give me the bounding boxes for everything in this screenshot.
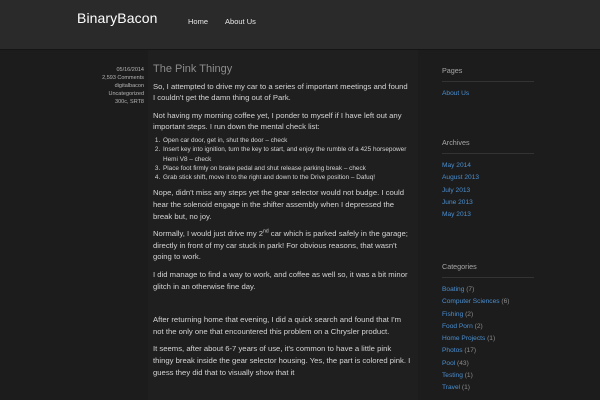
checklist-item: 4. Grab stick shift, move it to the right and down to the Drive position – Dafuq!: [162, 173, 411, 182]
post: [153, 64, 411, 384]
category-count: (2): [463, 310, 474, 318]
post-author[interactable]: digitalbacon: [114, 83, 144, 89]
category-item: [442, 358, 534, 370]
categories-widget: [442, 262, 534, 395]
category-item: [442, 345, 534, 357]
category-link[interactable]: Testing: [442, 372, 463, 380]
site-title[interactable]: BinaryBacon: [77, 10, 158, 26]
post-category[interactable]: Uncategorized: [108, 91, 144, 97]
post-paragraph: So, I attempted to drive my car to a series of important meetings and found I couldn't get the damn thing out of Park.: [153, 81, 408, 103]
category-count: (1): [462, 372, 473, 380]
category-link[interactable]: Pool: [442, 359, 456, 367]
post-paragraph: After returning home that evening, I did a quick search and found that I'm not the only one that encountered this problem on a Chrysler product.: [153, 315, 402, 336]
archive-item: [442, 209, 534, 221]
post-date: 05/16/2014: [116, 67, 144, 73]
category-item: [442, 333, 534, 345]
category-link[interactable]: Computer Sciences: [442, 298, 500, 306]
archive-link[interactable]: June 2013: [442, 198, 473, 206]
main-nav: [188, 17, 273, 26]
category-link[interactable]: Boating: [442, 286, 465, 293]
category-item: [442, 321, 534, 333]
widget-title: Archives: [442, 138, 534, 154]
category-count: (43): [455, 359, 469, 367]
category-count: (17): [462, 347, 477, 355]
category-link[interactable]: Fishing: [442, 310, 464, 318]
post-comments-link[interactable]: 2,593 Comments: [102, 75, 144, 81]
archives-widget: [442, 138, 534, 221]
checklist: [153, 136, 411, 182]
category-count: (6): [499, 298, 510, 306]
archive-item: [442, 185, 534, 197]
post-paragraph: Nope, didn't miss any steps yet the gear selector would not budge. I could hear the solenoid engage in the shifter assembly when I depressed the break but, no joy.: [153, 188, 405, 221]
nav-home[interactable]: Home: [188, 17, 209, 26]
post-paragraph: It seems, after about 6-7 years of use, it's common to have a little pink thingy break inside the gear selector housing. Yes, the part is colored pink. I guess they did that to visually show that it: [153, 344, 411, 377]
archive-link[interactable]: August 2013: [442, 174, 480, 182]
post-meta: [77, 66, 144, 106]
post-text: car which is parked safely in the garage; directly in front of my car stuck in park! For obvious reasons, that wasn't going to work.: [153, 229, 408, 262]
nav-about-us[interactable]: About Us: [225, 17, 256, 26]
archive-link[interactable]: May 2014: [442, 162, 471, 169]
category-item: [442, 309, 534, 321]
post-text: Normally, I would just drive my 2: [153, 229, 264, 239]
category-item: [442, 284, 534, 296]
archive-item: [442, 160, 534, 172]
category-count: (1): [460, 384, 470, 392]
archive-link[interactable]: May 2013: [442, 211, 471, 219]
archive-link[interactable]: July 2013: [442, 186, 471, 194]
category-link[interactable]: Food Porn: [442, 322, 473, 330]
pages-link-about-us[interactable]: About Us: [442, 90, 470, 97]
post-paragraph: I did manage to find a way to work, and coffee as well so, it was a bit minor glitch in an otherwise fine day.: [153, 270, 408, 291]
archive-item: [442, 197, 534, 209]
category-link[interactable]: Photos: [442, 347, 463, 355]
category-count: (2): [472, 322, 483, 330]
category-item: [442, 382, 534, 394]
post-paragraph: [153, 228, 411, 263]
category-link[interactable]: Travel: [442, 384, 461, 392]
category-item: [442, 296, 534, 308]
pages-item: [442, 88, 534, 100]
category-count: (1): [485, 335, 496, 343]
checklist-item: 3. Place foot firmly on brake pedal and shut release parking break – check: [162, 164, 411, 173]
post-paragraph: Not having my morning coffee yet, I ponder to myself if I have left out any important steps. I run down the mental check list:: [153, 110, 402, 132]
category-count: (7): [464, 286, 475, 293]
category-link[interactable]: Home Projects: [442, 335, 486, 343]
post-title[interactable]: The Pink Thingy: [153, 63, 233, 75]
checklist-item: 2. Insert key into ignition, turn the key to start, and enjoy the rumble of a 425 horsepower Hemi V8 – check: [162, 145, 411, 164]
checklist-item: 1. Open car door, get in, shut the door – check: [162, 136, 411, 145]
pages-widget: [442, 66, 534, 100]
widget-title: Categories: [442, 262, 534, 278]
site-header: [0, 0, 600, 50]
widget-title: Pages: [442, 66, 534, 82]
post-tags[interactable]: 300c, SRT8: [115, 99, 144, 105]
ordinal-suffix: nd: [263, 228, 269, 235]
category-item: [442, 370, 534, 382]
archive-item: [442, 172, 534, 184]
